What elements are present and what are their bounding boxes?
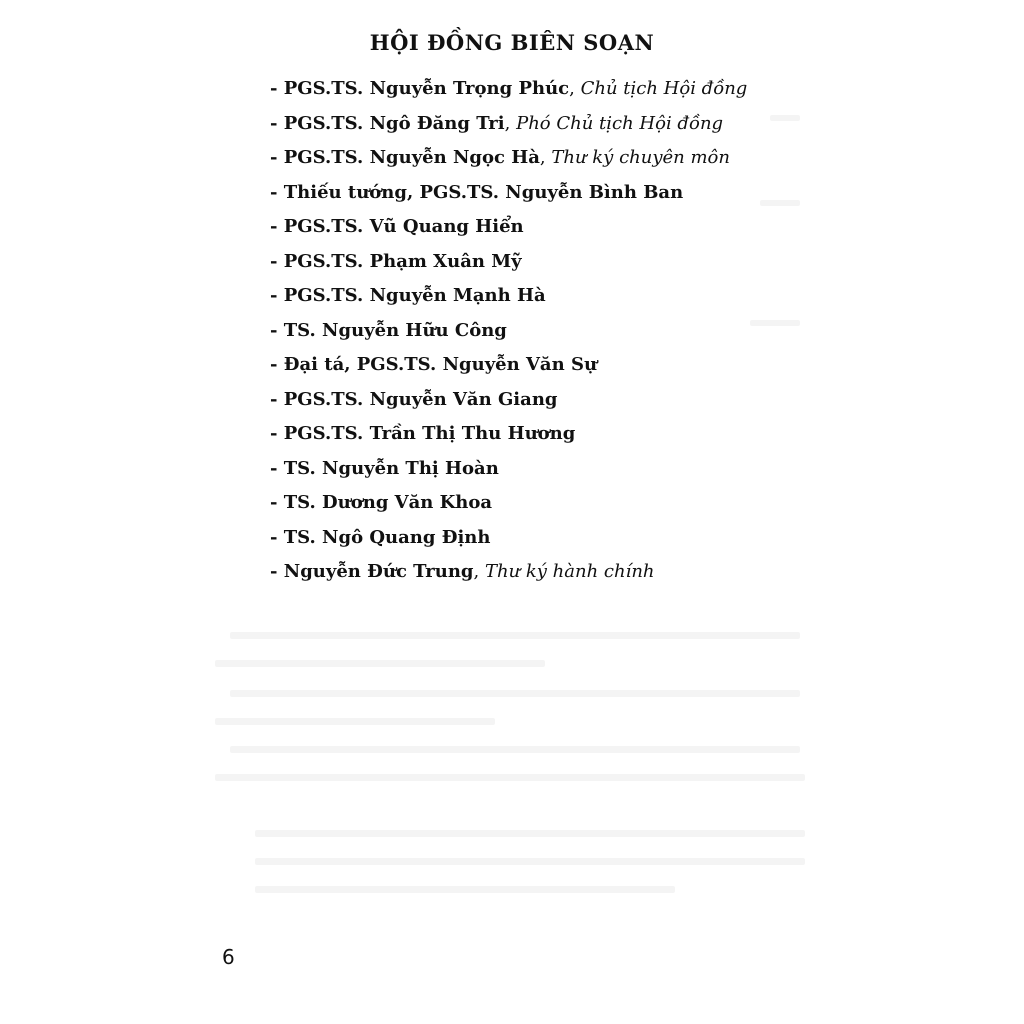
list-item: - PGS.TS. Vũ Quang Hiển: [270, 216, 524, 237]
page-number: 6: [222, 945, 235, 969]
member-role: Thư ký hành chính: [484, 561, 655, 582]
member-role: Chủ tịch Hội đồng: [580, 78, 748, 99]
list-item: - PGS.TS. Nguyễn Ngọc Hà, Thư ký chuyên môn: [270, 147, 730, 168]
member-name: TS. Nguyễn Hữu Công: [283, 319, 507, 341]
member-name: PGS.TS. Nguyễn Trọng Phúc: [283, 78, 570, 99]
list-item: - PGS.TS. Nguyễn Mạnh Hà: [270, 285, 546, 306]
member-name: TS. Ngô Quang Định: [283, 526, 491, 548]
bleed-through-mark: [255, 886, 675, 893]
list-item: - TS. Nguyễn Hữu Công: [270, 319, 507, 341]
list-item: - PGS.TS. Phạm Xuân Mỹ: [270, 250, 522, 272]
bleed-through-mark: [770, 115, 800, 121]
bleed-through-mark: [230, 690, 800, 697]
bleed-through-mark: [215, 774, 805, 781]
list-item: - Thiếu tướng, PGS.TS. Nguyễn Bình Ban: [270, 181, 684, 203]
page-title: HỘI ĐỒNG BIÊN SOẠN: [369, 30, 655, 55]
member-name: Đại tá, PGS.TS. Nguyễn Văn Sự: [283, 354, 598, 375]
member-name: PGS.TS. Phạm Xuân Mỹ: [283, 250, 522, 272]
bleed-through-mark: [255, 858, 805, 865]
bleed-through-mark: [230, 632, 800, 639]
bleed-through-mark: [255, 830, 805, 837]
member-name: TS. Dương Văn Khoa: [283, 492, 493, 513]
member-name: PGS.TS. Nguyễn Văn Giang: [283, 388, 558, 410]
list-item: - Nguyễn Đức Trung, Thư ký hành chính: [270, 561, 655, 582]
bleed-through-mark: [750, 320, 800, 326]
editorial-board-list: [270, 74, 747, 592]
list-item: - PGS.TS. Nguyễn Trọng Phúc, Chủ tịch Hội đồng: [270, 78, 748, 99]
member-role: Phó Chủ tịch Hội đồng: [516, 112, 724, 134]
member-name: PGS.TS. Nguyễn Mạnh Hà: [283, 285, 546, 306]
bleed-through-mark: [760, 200, 800, 206]
member-name: PGS.TS. Vũ Quang Hiển: [283, 216, 524, 237]
bleed-through-mark: [230, 746, 800, 753]
member-role: Thư ký chuyên môn: [551, 147, 730, 168]
bleed-through-mark: [215, 660, 545, 667]
list-item: - PGS.TS. Ngô Đăng Tri, Phó Chủ tịch Hội đồng: [270, 112, 724, 134]
member-name: Nguyễn Đức Trung: [283, 561, 474, 582]
member-name: PGS.TS. Nguyễn Ngọc Hà: [283, 147, 540, 168]
list-item: - TS. Dương Văn Khoa: [270, 492, 493, 513]
list-item: - TS. Ngô Quang Định: [270, 526, 491, 548]
list-item: - TS. Nguyễn Thị Hoàn: [270, 457, 499, 479]
member-name: TS. Nguyễn Thị Hoàn: [283, 457, 499, 479]
member-name: Thiếu tướng, PGS.TS. Nguyễn Bình Ban: [283, 181, 684, 203]
list-item: - PGS.TS. Nguyễn Văn Giang: [270, 388, 558, 410]
member-name: PGS.TS. Trần Thị Thu Hương: [283, 423, 576, 444]
bleed-through-mark: [215, 718, 495, 725]
list-item: - Đại tá, PGS.TS. Nguyễn Văn Sự: [270, 354, 598, 375]
member-name: PGS.TS. Ngô Đăng Tri: [283, 112, 505, 134]
list-item: - PGS.TS. Trần Thị Thu Hương: [270, 423, 576, 444]
